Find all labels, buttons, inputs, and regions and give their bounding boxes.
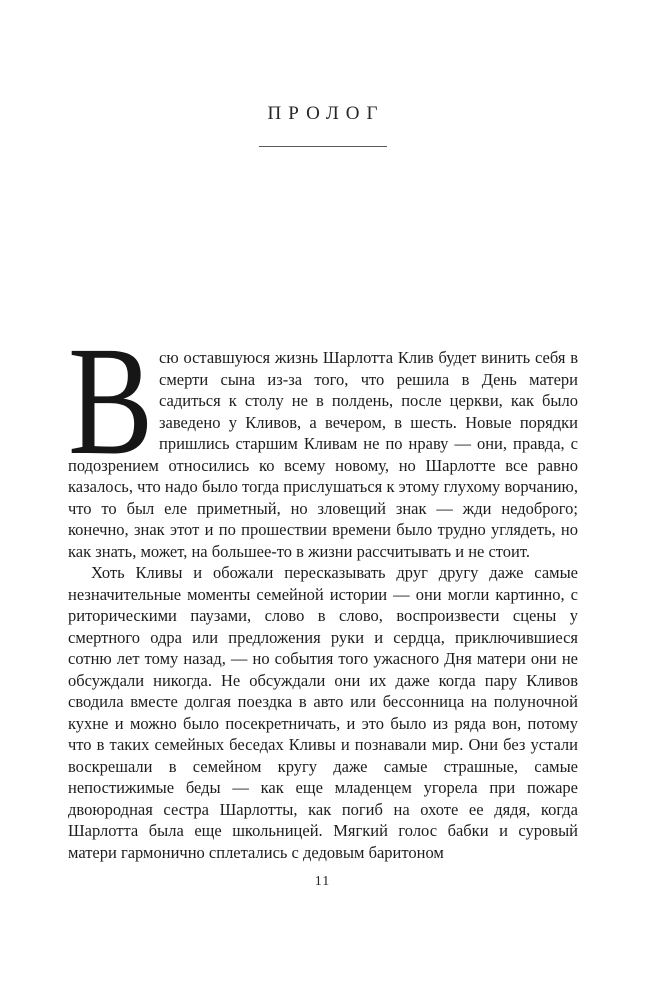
paragraph-first	[68, 314, 578, 562]
paragraph-first-text: сю оставшуюся жизнь Шарлотта Клив будет винить себя в смерти сына из-за того, что решила в День матери садиться к столу не в полдень, после церкви, как было заведено у Кливов, а вечером, в шесть. Новые порядки пришлись старшим Кливам не по нраву — они, правда, с подозрением относились ко всему новому, но Шарлотте все равно казалось, что надо было тогда прислушаться к этому глухому ворчанию, что то был еле приметный, но зловещий знак — жди недоброго; конечно, знак этот и по прошествии времени было трудно углядеть, но как знать, может, на большее-то в жизни рассчитывать и не стоит.	[68, 348, 578, 561]
paragraph-second	[68, 562, 578, 863]
body-text	[68, 314, 578, 863]
chapter-title: ПРОЛОГ	[267, 103, 385, 124]
title-divider	[259, 146, 387, 147]
chapter-header	[0, 103, 645, 147]
page-footer	[0, 874, 645, 890]
page-number: 11	[314, 874, 331, 889]
paragraph-second-text: Хоть Кливы и обожали пересказывать друг другу даже самые незначительные моменты семейной истории — они могли картинно, с риторическими паузами, слово в слово, воспроизвести сцены у смертного одра или предложения руки и сердца, приключившиеся сотню лет тому назад, — но события того ужасного Дня матери они не обсуждали никогда. Не обсуждали они их даже когда пару Кливов сводила вместе долгая поездка в авто или бессонница на полуночной кухне и можно было посекретничать, и это было из ряда вон, потому что в таких семейных беседах Кливы и познавали мир. Они без устали воскрешали в семейном кругу даже самые страшные, самые непостижимые беды — как еще младенцем угорела при пожаре двоюродная сестра Шарлотты, как погиб на охоте ее дядя, когда Шарлотта была еще школьницей. Мягкий голос бабки и суровый матери гармонично сплетались с дедовым баритоном	[68, 563, 578, 862]
drop-cap: В	[68, 314, 154, 487]
